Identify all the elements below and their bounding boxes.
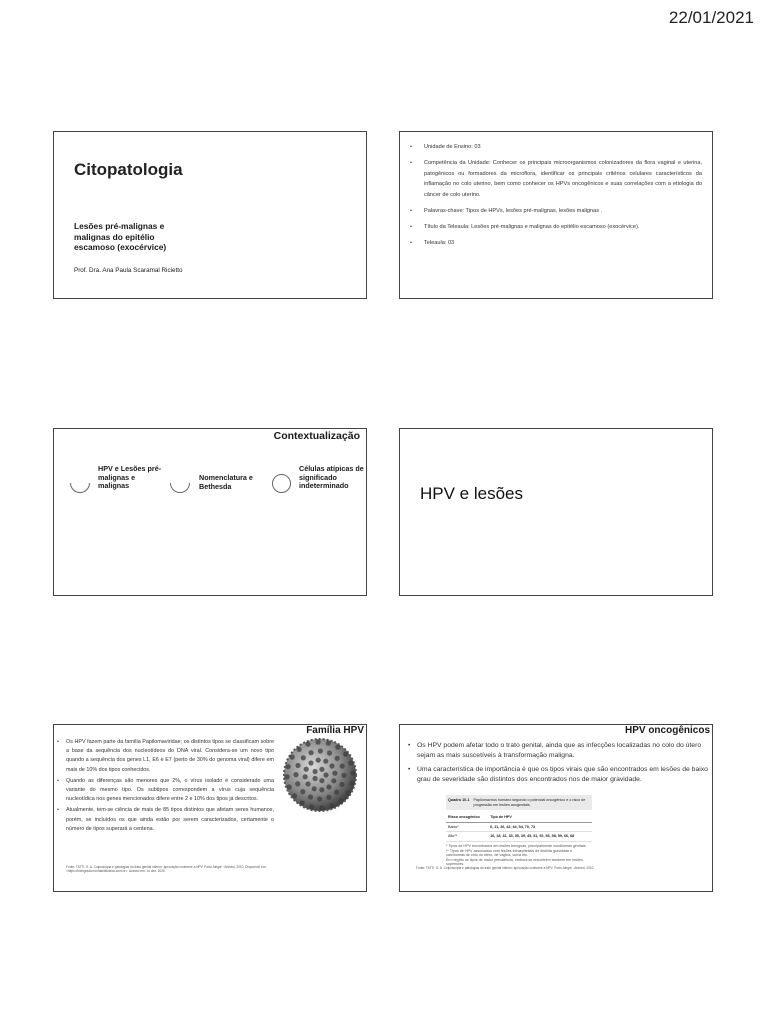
slide-1-title	[53, 131, 367, 299]
capsomere-dot	[305, 781, 310, 786]
hpv-risk-table	[446, 795, 592, 867]
types-cell: 16, 18, 31, 33, 35, 39, 45, 51, 52, 56, 58, 59, 66, 68	[488, 832, 592, 842]
capsomere-dot	[338, 798, 343, 803]
context-item-bethesda: Nomenclatura e Bethesda	[199, 473, 253, 491]
capsomere-dot	[323, 759, 328, 764]
capsomere-dot	[313, 769, 318, 774]
section-title: HPV e lesões	[420, 484, 523, 503]
capsomere-dot	[341, 773, 346, 778]
list-item: • Atualmente, tem-se ciência de mais de 85 tipos distintos que afetam seres humanos, porém, se incluídos os que ainda estão por serem caracterizados, certamente o número de tipos superará a centena.	[56, 806, 274, 834]
capsomere-dot	[334, 790, 339, 795]
capsomere-dot	[318, 748, 323, 753]
capsomere-dot	[350, 771, 355, 776]
capsomere-dot	[312, 786, 317, 791]
slide-heading: Família HPV	[306, 725, 364, 736]
slide-title: Citopatologia	[74, 160, 183, 179]
capsomere-dot	[308, 794, 313, 799]
table-note: ** Tipos de HPV associados com lesões intraepiteliais de distinta gravidade e carcinomas de colo do útero, de vagina, vulva etc.	[446, 848, 573, 858]
column-header-types: Tipo de HPV	[488, 813, 592, 822]
circle-icon	[272, 474, 291, 493]
capsomere-dot	[329, 763, 334, 768]
capsomere-dot	[339, 782, 344, 787]
capsomere-dot	[326, 795, 331, 800]
slide-2-unit-info	[399, 131, 713, 299]
list-item: • Teleaula: 03	[410, 238, 702, 249]
capsomere-dot	[329, 803, 334, 808]
capsomere-dot	[309, 750, 314, 755]
capsomere-dot	[305, 742, 310, 747]
capsomere-dot	[332, 771, 337, 776]
capsomere-dot	[286, 764, 291, 769]
list-item: • Palavras-chave: Tipos de HPVs, lesões pré-malignas, lesões malignas .	[410, 206, 702, 217]
source-note: Fonte: TATTI, S. A. Colposcopia e patologias do trato genital inferior: aprovação conforme a NPV. Porto Alegre : Artmed, 2010. Disponível em: <https://intergrada.minhabiblioteca.com.br>. Acesso em: 14 dez. 2020.	[66, 865, 267, 874]
unit-info-list	[410, 142, 702, 253]
slide-heading: Contextualização	[273, 430, 360, 442]
capsomere-dot	[303, 774, 308, 779]
list-item: • Uma característica de importância é que os tipos virais que são encontrados em lesões de baixo grau de severidade são distintos dos encontrados nos de maior gravidade.	[406, 765, 708, 786]
slide-5-hpv-family	[53, 724, 367, 892]
capsomere-dot	[349, 781, 354, 786]
capsomere-dot	[331, 778, 336, 783]
capsomere-dot	[285, 774, 290, 779]
capsomere-dot	[287, 784, 292, 789]
slide-4-section-hpv	[399, 428, 713, 596]
slide-3-contextualization	[53, 428, 367, 596]
page-date: 22/01/2021	[668, 8, 754, 27]
slide-subtitle: Lesões pré-malignas e malignas do epitélio escamoso (exocérvice)	[74, 221, 167, 252]
source-note: Fonte: TATTI, S. A. Colposcopia e patologias do trato genital inferior: aprovação conforme a NPV. Porto Alegre : Artmed, 2010.	[416, 866, 595, 870]
list-item: • Quando as diferenças são menores que 2%, o vírus isolado é considerado uma variante do mesmo tipo. Os subtipos correspondem a vírus cuja sequência nucleotídica nos genes mencionados difere entre 2 e 10% dos tipos já descritos.	[56, 777, 274, 805]
table-row	[446, 822, 592, 832]
half-circle-icon	[70, 483, 90, 493]
capsomere-dot	[290, 755, 295, 760]
capsomere-dot	[292, 793, 297, 798]
capsomere-dot	[316, 758, 321, 763]
table-note: * Tipos de HPV encontrados em lesões benignas, principalmente condilomas genitais.	[446, 843, 587, 848]
slide-heading: HPV oncogênicos	[624, 725, 710, 736]
capsomere-dot	[293, 772, 298, 777]
capsomere-dot	[345, 790, 350, 795]
capsomere-dot	[319, 805, 324, 810]
capsomere-dot	[335, 756, 340, 761]
capsomere-dot	[319, 767, 324, 772]
capsomere-dot	[340, 764, 345, 769]
list-item: • Os HPV podem afetar todo o trato genital, ainda que as infecções localizadas no colo do útero sejam as mais suscetíveis à transformação maligna.	[406, 741, 708, 762]
capsomere-dot	[309, 804, 314, 809]
column-header-risk: Risco oncogênico	[446, 813, 488, 822]
capsomere-dot	[295, 781, 300, 786]
table-id: Quadro 10-1	[448, 798, 470, 802]
types-cell: 6, 11, 26, 42, 44, 54, 70, 73	[488, 822, 592, 832]
capsomere-dot	[300, 800, 305, 805]
capsomere-dot	[319, 787, 324, 792]
oncogenic-list	[406, 741, 708, 789]
capsomere-dot	[300, 789, 305, 794]
table-title: Papilomavírus humano segundo o potencial oncogênico e o risco de progressão em lesões anogenitais	[473, 798, 586, 807]
capsomere-dot	[326, 741, 331, 746]
capsomere-dot	[317, 796, 322, 801]
slide-6-oncogenic-hpv	[399, 724, 713, 892]
list-item: • Competência da Unidade: Conhecer os principais microorganismos colonizadores da flora vaginal e uterina, patogênicos ou formadores da microflora, identificar os principais critérios celulares característicos da inflamação no colo uterino, bem como conhecer os HPVs oncogênicos e suas correlações com a etiologia do câncer de colo uterino.	[410, 158, 702, 201]
capsomere-dot	[335, 745, 340, 750]
table-caption	[446, 795, 592, 810]
capsomere-dot	[297, 747, 302, 752]
context-item-hpv: HPV e Lesões pré-malignas e malignas	[98, 464, 162, 491]
risk-cell: Alto**	[446, 832, 488, 842]
list-item: • Os HPV fazem parte da família Papilomaviridae; os distintos tipos se classificam sobre a base da sequência dos nucleotídeos do DNA viral. Considera-se um novo tipo quando a sequência dos genes L1, E6 e E7 (perto de 30% do genoma viral) difere em mais de 10% dos tipos conhecidos.	[56, 738, 274, 775]
table-header-row	[446, 813, 592, 822]
capsomere-dot	[319, 778, 324, 783]
hpv-family-list	[56, 738, 274, 836]
capsomere-dot	[308, 760, 313, 765]
capsomere-dot	[343, 752, 348, 757]
capsomere-dot	[323, 772, 328, 777]
context-item-atypical-cells: Células atípicas de significado indeterminado	[299, 464, 364, 491]
risk-table	[446, 813, 592, 842]
capsomere-dot	[316, 740, 321, 745]
capsomere-dot	[313, 776, 318, 781]
capsomere-dot	[295, 763, 300, 768]
half-circle-icon	[170, 483, 190, 493]
risk-cell: Baixo*	[446, 822, 488, 832]
capsomere-dot	[301, 755, 306, 760]
list-item: • Título da Teleaula: Lesões pré-malignas e malignas do epitélio escamoso (exocérvice).	[410, 222, 702, 233]
capsomere-dot	[326, 784, 331, 789]
virus-icon	[280, 735, 360, 815]
capsomere-dot	[304, 767, 309, 772]
slide-author: Prof. Dra. Ana Paula Scaramal Ricietto	[74, 267, 183, 274]
capsomere-dot	[348, 760, 353, 765]
table-notes	[446, 844, 592, 867]
table-row	[446, 832, 592, 842]
list-item: • Unidade de Ensino: 03	[410, 142, 702, 153]
capsomere-dot	[327, 750, 332, 755]
table-note: Em negrito os tipos de maior prevalência, embora se encontrem também em lesões superiores.	[446, 857, 583, 867]
